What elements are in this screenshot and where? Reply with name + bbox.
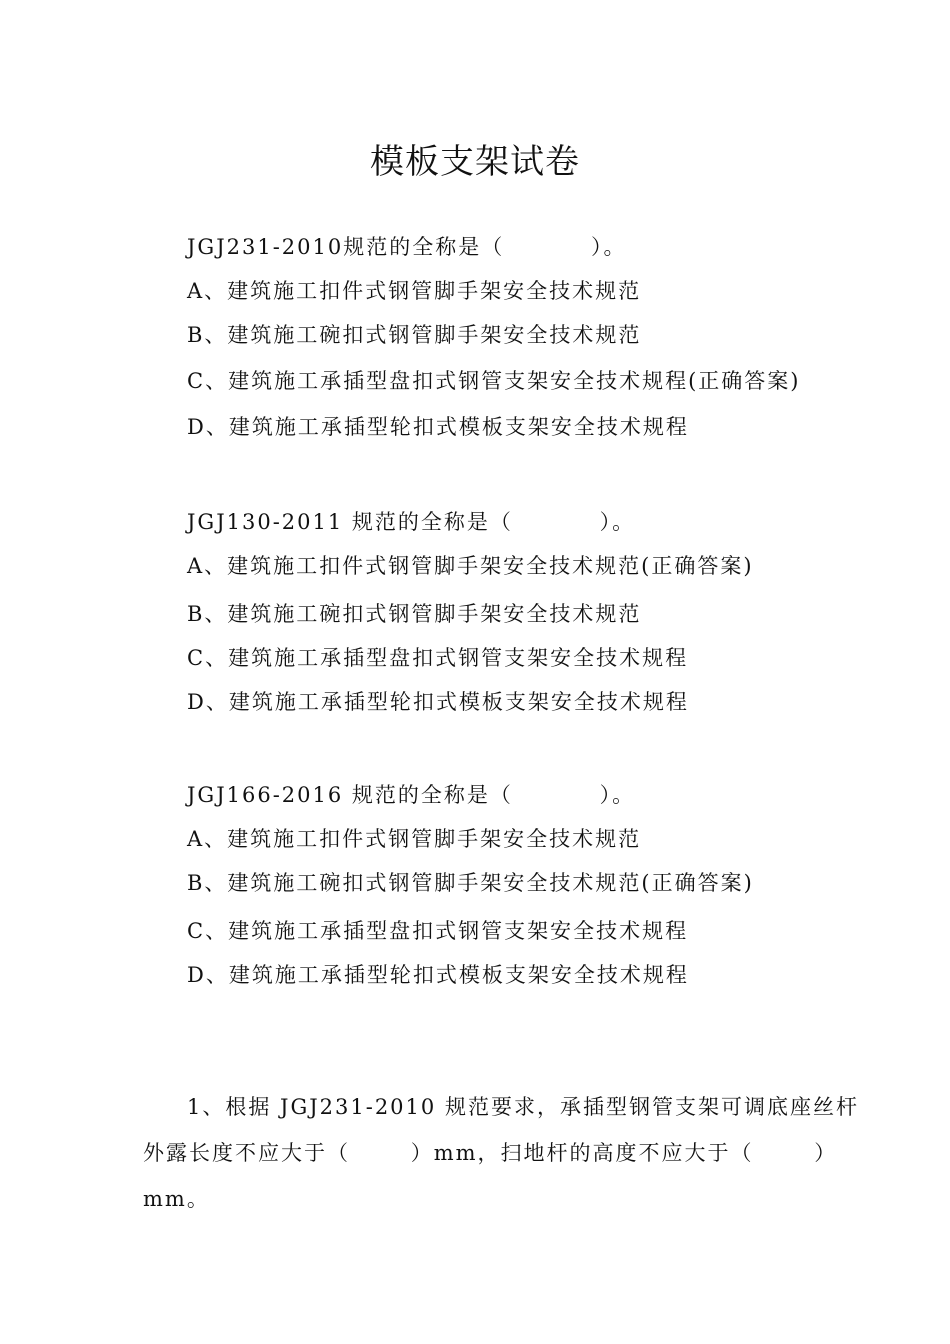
question-stem: JGJ166-2016 规范的全称是（ ）。 bbox=[187, 783, 636, 807]
page-title: 模板支架试卷 bbox=[370, 142, 580, 182]
option-d: D、建筑施工承插型轮扣式模板支架安全技术规程 bbox=[187, 963, 689, 987]
option-c: C、建筑施工承插型盘扣式钢管支架安全技术规程(正确答案) bbox=[187, 369, 801, 393]
fill-question-line-3: mm。 bbox=[143, 1187, 210, 1211]
question-3 bbox=[187, 773, 887, 997]
option-b: B、建筑施工碗扣式钢管脚手架安全技术规范(正确答案) bbox=[187, 871, 754, 895]
question-stem: JGJ130-2011 规范的全称是（ ）。 bbox=[187, 510, 636, 534]
option-d: D、建筑施工承插型轮扣式模板支架安全技术规程 bbox=[187, 690, 689, 714]
fill-question-line-2: 外露长度不应大于（ ）mm，扫地杆的高度不应大于（ ） bbox=[143, 1141, 838, 1165]
option-a: A、建筑施工扣件式钢管脚手架安全技术规范 bbox=[187, 279, 642, 303]
option-d: D、建筑施工承插型轮扣式模板支架安全技术规程 bbox=[187, 415, 689, 439]
question-stem: JGJ231-2010规范的全称是（ ）。 bbox=[187, 235, 627, 259]
option-c: C、建筑施工承插型盘扣式钢管支架安全技术规程 bbox=[187, 919, 689, 943]
question-1 bbox=[187, 225, 887, 449]
option-b: B、建筑施工碗扣式钢管脚手架安全技术规范 bbox=[187, 602, 642, 626]
question-2 bbox=[187, 500, 887, 724]
option-a: A、建筑施工扣件式钢管脚手架安全技术规范(正确答案) bbox=[187, 554, 754, 578]
option-c: C、建筑施工承插型盘扣式钢管支架安全技术规程 bbox=[187, 646, 689, 670]
fill-question-line-1: 1、根据 JGJ231-2010 规范要求，承插型钢管支架可调底座丝杆 bbox=[187, 1095, 859, 1119]
option-b: B、建筑施工碗扣式钢管脚手架安全技术规范 bbox=[187, 323, 642, 347]
option-a: A、建筑施工扣件式钢管脚手架安全技术规范 bbox=[187, 827, 642, 851]
fill-blank-question bbox=[143, 1084, 859, 1222]
